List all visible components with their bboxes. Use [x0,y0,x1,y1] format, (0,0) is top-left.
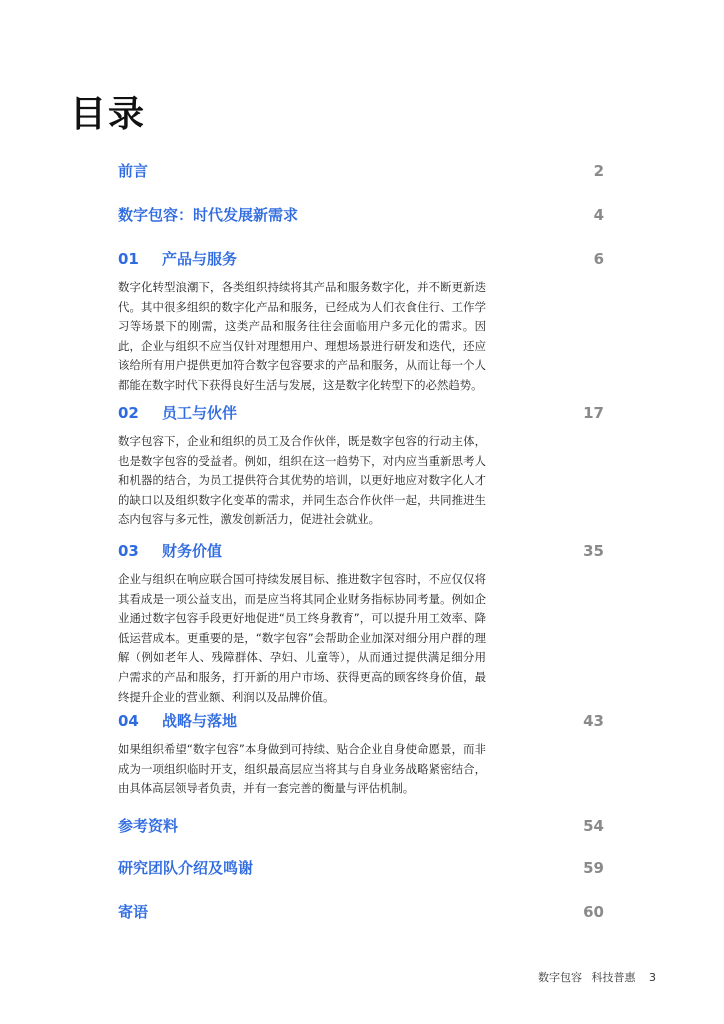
toc-entry-page: 60 [583,903,604,921]
toc-entry-title[interactable]: 战略与落地 [162,712,238,730]
toc-entry-title[interactable]: 前言 [118,162,149,180]
toc-entry-title[interactable]: 数字包容：时代发展新需求 [118,206,299,224]
chapter-summary: 如果组织希望“数字包容”本身做到可持续、贴合企业自身使命愿景，而非成为一项组织临时开支，组织最高层应当将其与自身业务战略紧密结合，由具体高层领导者负责，并有一套完善的衡量与评估机制。 [118,742,486,796]
footer-page-number: 3 [649,971,656,984]
toc-entry-page: 6 [593,250,604,268]
toc-entry-chapter-04[interactable] [118,710,604,799]
chapter-number: 03 [118,542,139,560]
toc-entry-page: 4 [593,206,604,224]
toc-entry-title[interactable]: 参考资料 [118,817,179,835]
toc-entry-closing-words[interactable] [118,901,604,923]
toc-entry-page: 54 [583,817,604,835]
toc-entry-page: 59 [583,859,604,877]
toc-entry-title[interactable]: 员工与伙伴 [162,404,238,422]
chapter-number: 04 [118,712,139,730]
toc-entry-preface[interactable] [118,160,604,182]
toc-entry-title[interactable]: 财务价值 [162,542,223,560]
page-title: 目录 [70,94,147,135]
chapter-summary: 数字包容下，企业和组织的员工及合作伙伴，既是数字包容的行动主体，也是数字包容的受益者。例如，组织在这一趋势下，对内应当重新思考人和机器的结合，为员工提供符合其优势的培训，以更好地应对数字化人才的缺口以及组织数字化变革的需求，并同生态合作伙伴一起，共同推进生态内包容与多元性，激发创新活力，促进社会就业。 [118,434,486,527]
toc-entry-page: 35 [583,542,604,560]
toc-entry-page: 17 [583,404,604,422]
toc-entry-chapter-02[interactable] [118,402,604,530]
toc-entry-title[interactable]: 寄语 [118,903,149,921]
toc-entry-digital-inclusion[interactable] [118,204,604,226]
toc-entry-title[interactable]: 产品与服务 [162,250,238,268]
toc-entry-chapter-03[interactable] [118,540,604,707]
chapter-summary: 企业与组织在响应联合国可持续发展目标、推进数字包容时，不应仅仅将其看成是一项公益支出，而是应当将其同企业财务指标协同考量。例如企业通过数字包容手段更好地促进“员工终身教育”，可以提升用工效率、降低运营成本。更重要的是，“数字包容”会帮助企业加深对细分用户群的理解（例如老年人、残障群体、孕妇、儿童等），从而通过提供满足细分用户需求的产品和服务，打开新的用户市场、获得更高的顾客终身价值，最终提升企业的营业额、利润以及品牌价值。 [118,572,486,704]
chapter-number: 02 [118,404,139,422]
page-footer [532,969,656,985]
chapter-number: 01 [118,250,139,268]
footer-subtitle: 科技普惠 [591,971,636,984]
toc-entry-research-team[interactable] [118,857,604,879]
toc-entry-page: 2 [593,162,604,180]
toc-entry-references[interactable] [118,815,604,837]
footer-publication: 数字包容 [538,971,582,984]
toc-entry-title[interactable]: 研究团队介绍及鸣谢 [118,859,254,877]
chapter-summary: 数字化转型浪潮下，各类组织持续将其产品和服务数字化，并不断更新迭代。其中很多组织的数字化产品和服务，已经成为人们衣食住行、工作学习等场景下的刚需，这类产品和服务往往会面临用户多元化的需求。因此，企业与组织不应当仅针对理想用户、理想场景进行研发和迭代，还应该给所有用户提供更加符合数字包容要求的产品和服务，从而让每一个人都能在数字时代下获得良好生活与发展，这是数字化转型下的必然趋势。 [118,280,486,392]
toc-entry-page: 43 [583,712,604,730]
toc-entry-chapter-01[interactable] [118,248,604,396]
